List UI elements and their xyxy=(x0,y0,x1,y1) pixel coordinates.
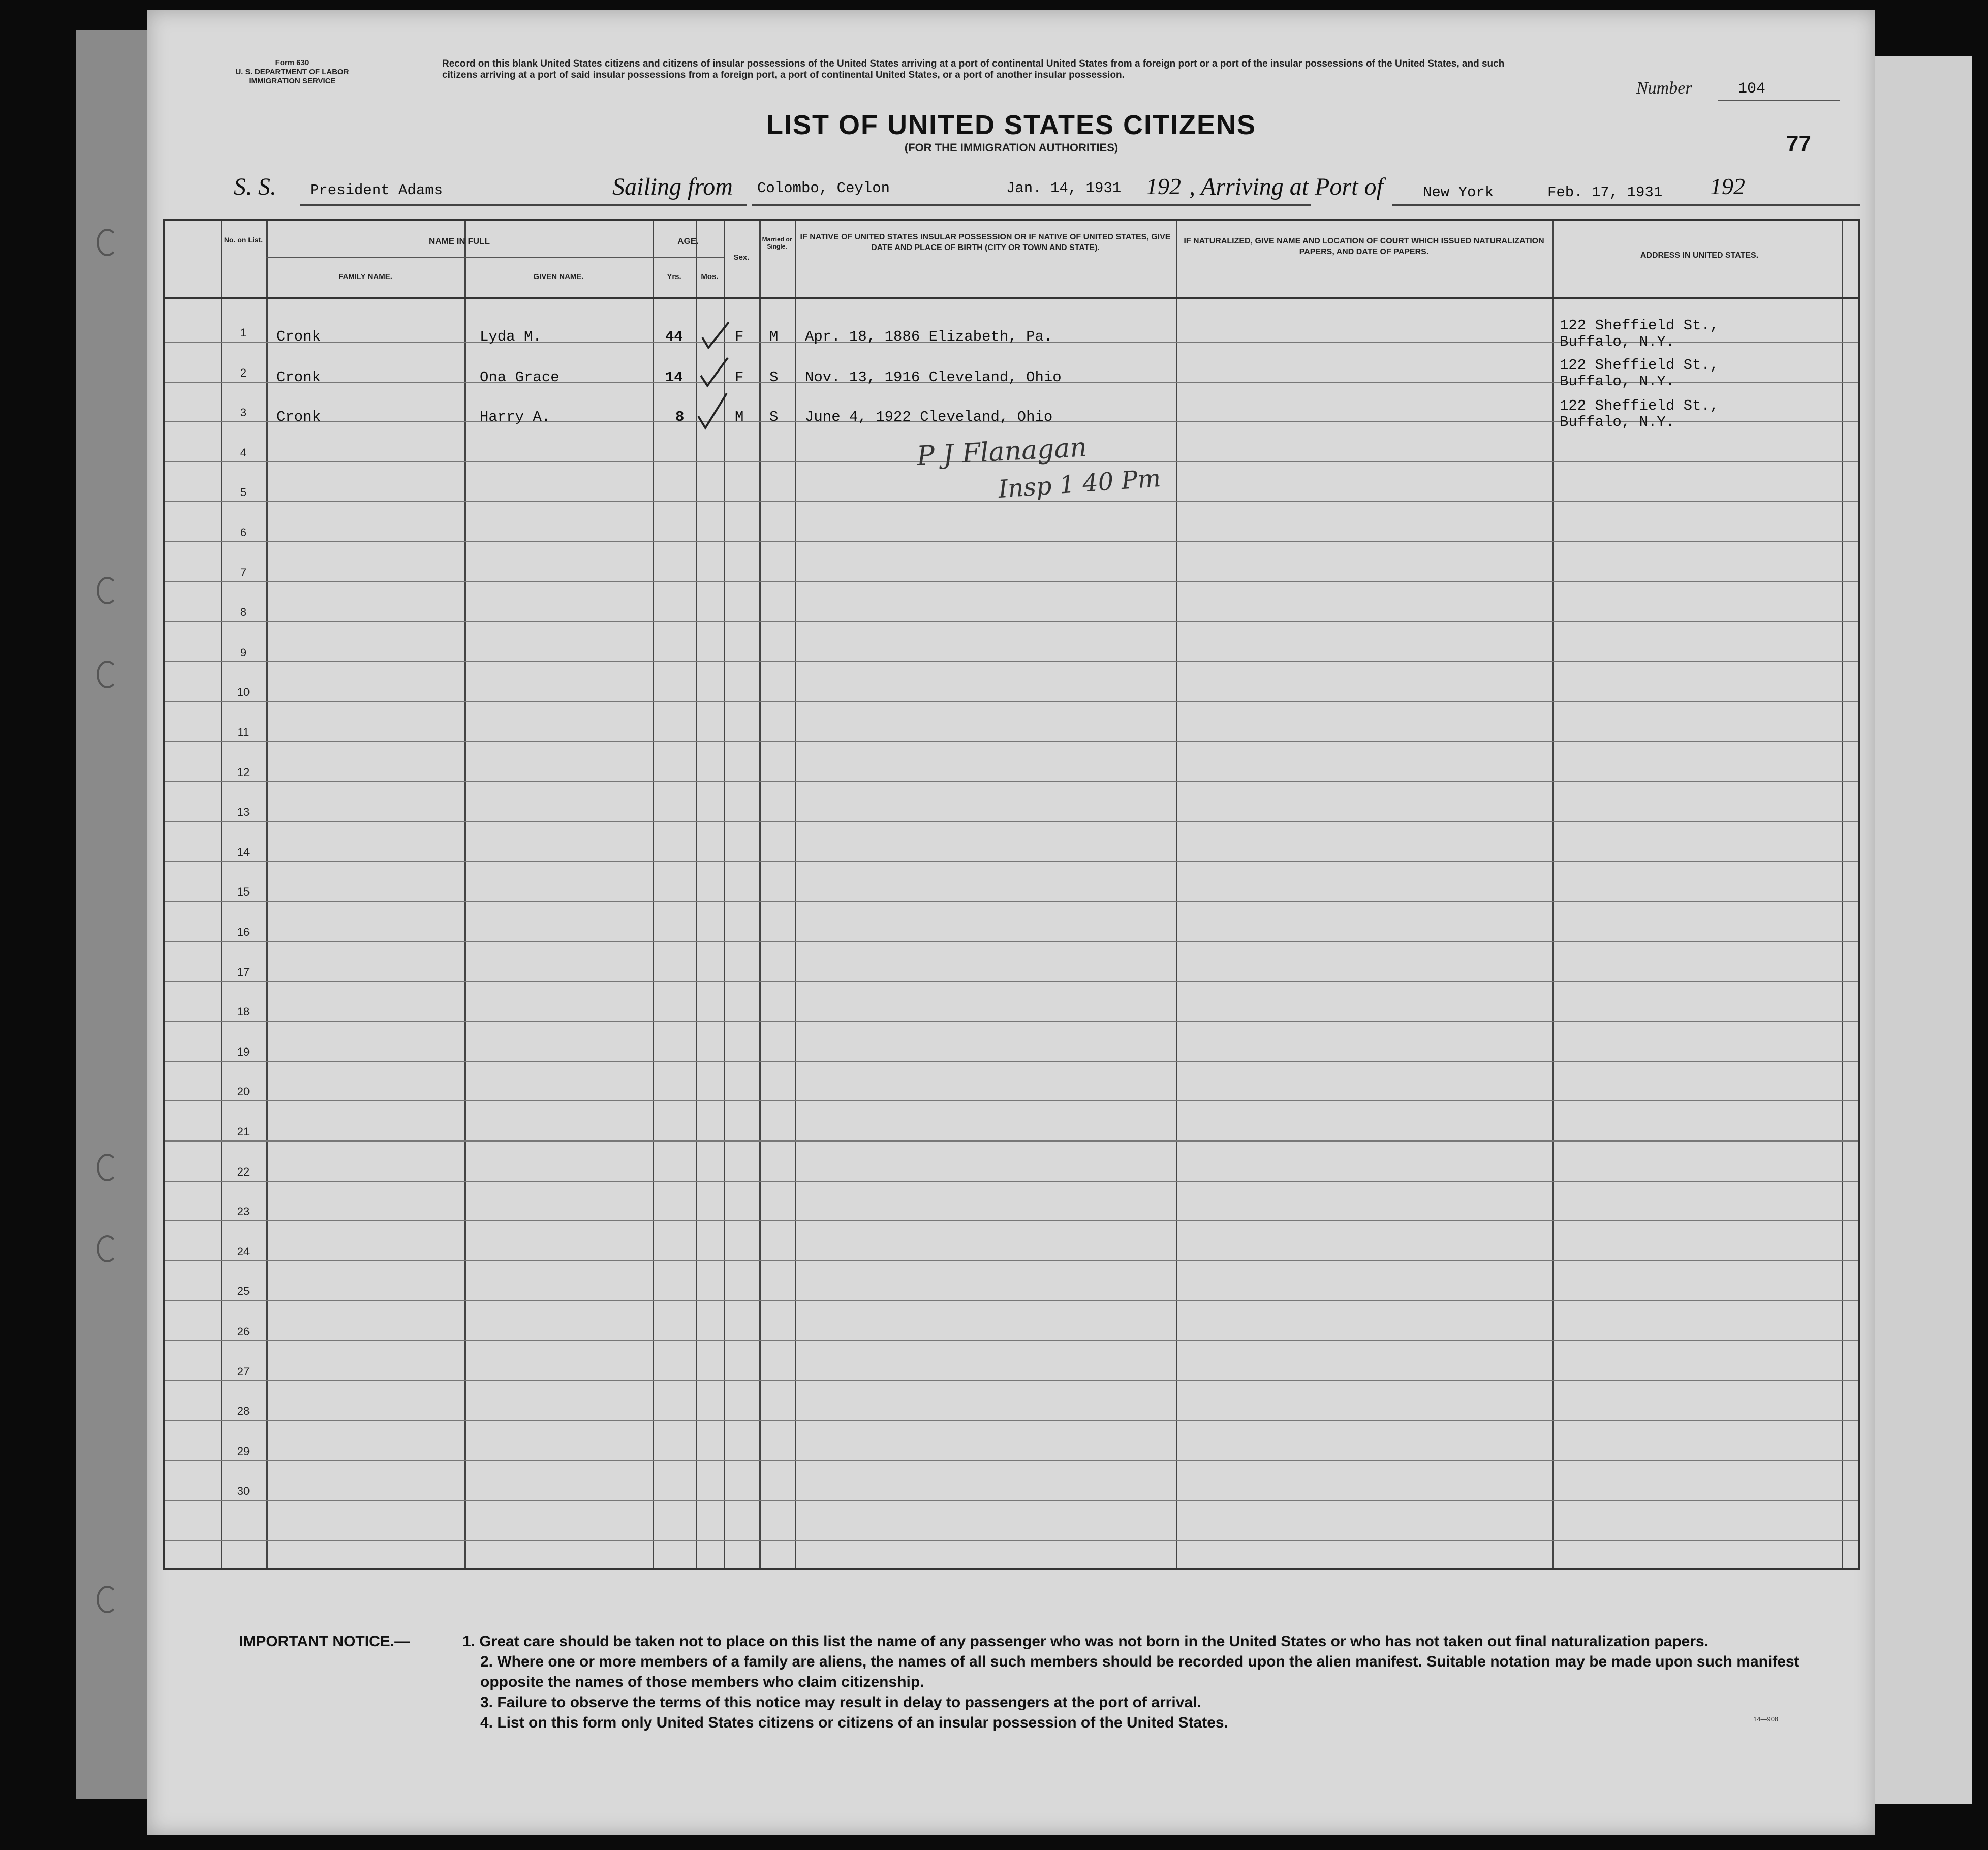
inspector-signature: P J Flanagan xyxy=(916,432,1088,472)
row-number: 13 xyxy=(237,806,250,819)
row-number: 7 xyxy=(240,566,247,579)
row-rule xyxy=(165,1021,1858,1022)
binder-ring-icon xyxy=(97,661,118,688)
col-family-header: FAMILY NAME. xyxy=(338,272,392,281)
number-label: Number xyxy=(1636,79,1692,98)
notice-item-4: 4. List on this form only United States citizens or citizens of an insular possession of the United States. xyxy=(480,1714,1228,1731)
binder-ring-icon xyxy=(97,1154,118,1181)
back-sheet xyxy=(1870,56,1972,1804)
page-title: LIST OF UNITED STATES CITIZENS xyxy=(766,110,1256,140)
family-name: Cronk xyxy=(276,328,321,345)
col-naturalized-header: IF NATURALIZED, GIVE NAME AND LOCATION OF COURT WHICH ISSUED NATURALIZATION PAPERS, AND DATE OF PAPERS. xyxy=(1184,237,1544,256)
row-rule xyxy=(165,1181,1858,1182)
row-rule xyxy=(165,1500,1858,1501)
row-number: 8 xyxy=(240,606,247,619)
year-prefix-1: 192 xyxy=(1146,173,1181,199)
col-divider xyxy=(653,221,654,1568)
form-number: Form 630 xyxy=(275,58,309,67)
row-number: 20 xyxy=(237,1085,250,1098)
family-name: Cronk xyxy=(276,369,321,386)
row-rule xyxy=(165,741,1858,742)
year-prefix-2: 192 xyxy=(1710,173,1745,199)
row-rule xyxy=(165,621,1858,622)
marital-status: S xyxy=(769,409,779,425)
row-number: 9 xyxy=(240,645,247,659)
row-rule xyxy=(165,941,1858,942)
birth-info: Nov. 13, 1916 Cleveland, Ohio xyxy=(805,369,1062,386)
given-name: Harry A. xyxy=(480,409,551,425)
row-number: 21 xyxy=(237,1125,250,1138)
inspector-note: Insp 1 40 Pm xyxy=(997,464,1162,504)
row-rule xyxy=(165,1340,1858,1341)
row-rule xyxy=(165,981,1858,982)
col-name-header: NAME IN FULL xyxy=(429,236,490,246)
notice-item-2: 2. Where one or more members of a family are aliens, the names of all such members should be recorded upon the alien manifest. Suitable notation may be made upon such manifest opposite the names of those members who claim citizenship. xyxy=(480,1653,1799,1690)
binder-ring-icon xyxy=(97,1235,118,1262)
marital-status: M xyxy=(769,328,779,345)
important-notice xyxy=(239,1631,1840,1733)
check-mark xyxy=(702,322,729,348)
col-mos-header: Mos. xyxy=(701,272,719,281)
birth-info: June 4, 1922 Cleveland, Ohio xyxy=(805,409,1053,425)
row-number: 2 xyxy=(240,366,247,379)
row-number: 16 xyxy=(237,926,250,938)
row-rule xyxy=(165,781,1858,782)
check-mark xyxy=(698,393,727,428)
address-line-1: 122 Sheffield St., xyxy=(1560,357,1719,374)
address-line-2: Buffalo, N.Y. xyxy=(1560,333,1675,350)
row-rule xyxy=(165,821,1858,822)
address-line-1: 122 Sheffield St., xyxy=(1560,317,1719,334)
col-no-header: No. on List. xyxy=(224,236,263,244)
row-rule xyxy=(165,1260,1858,1261)
col-divider xyxy=(1176,221,1177,1568)
row-rule xyxy=(165,1540,1858,1541)
col-birth-header: IF NATIVE OF UNITED STATES INSULAR POSSESSION OR IF NATIVE OF UNITED STATES, GIVE DATE AND PLACE OF BIRTH (CITY OR TOWN AND STATE). xyxy=(800,233,1171,252)
birth-info: Apr. 18, 1886 Elizabeth, Pa. xyxy=(805,328,1053,345)
row-rule xyxy=(165,581,1858,582)
record-instructions: Record on this blank United States citizens and citizens of insular possessions of the United States arriving at a port of continental United States from a foreign port or a port of the insular possessions of the United States, and such citizens arriving at a port of said insular possessions from a foreign port, a port of continental United States, or a port of another insular possession. xyxy=(442,58,1505,80)
row-rule xyxy=(165,1220,1858,1221)
row-number: 1 xyxy=(240,326,247,339)
row-number: 6 xyxy=(240,526,247,539)
sailing-from: Colombo, Ceylon xyxy=(757,180,890,197)
col-yrs-header: Yrs. xyxy=(667,272,681,281)
col-divider xyxy=(759,221,761,1568)
number-underline xyxy=(1718,100,1840,101)
row-number: 26 xyxy=(237,1325,250,1338)
row-rule xyxy=(165,541,1858,542)
ship-name: President Adams xyxy=(310,182,443,199)
ss-label: S. S. xyxy=(234,173,276,200)
col-divider xyxy=(266,221,268,1568)
row-rule xyxy=(165,1460,1858,1461)
name-subheader-rule xyxy=(266,257,653,258)
binder-ring-icon xyxy=(97,1586,118,1613)
row-number: 23 xyxy=(237,1205,250,1218)
sex: F xyxy=(735,328,744,345)
page-number: 77 xyxy=(1786,131,1811,156)
given-name: Ona Grace xyxy=(480,369,560,386)
row-rule xyxy=(165,1140,1858,1142)
row-number: 15 xyxy=(237,885,250,899)
notice-lead: IMPORTANT NOTICE.— xyxy=(239,1633,410,1650)
form-header xyxy=(203,58,381,86)
notice-item-3: 3. Failure to observe the terms of this notice may result in delay to passengers at the port of arrival. xyxy=(480,1694,1201,1711)
sex: M xyxy=(735,409,744,425)
row-rule xyxy=(165,1380,1858,1381)
row-rule xyxy=(165,1300,1858,1301)
sail-date: Jan. 14, 1931 xyxy=(1006,180,1122,197)
address-line-2: Buffalo, N.Y. xyxy=(1560,373,1675,390)
row-number: 10 xyxy=(237,686,250,699)
age-subheader-rule xyxy=(653,257,724,258)
age-years: 14 xyxy=(665,369,683,386)
row-number: 5 xyxy=(240,486,247,499)
row-number: 4 xyxy=(240,446,247,459)
row-rule xyxy=(165,701,1858,702)
col-divider xyxy=(795,221,796,1568)
binding-strip xyxy=(76,30,147,1799)
col-sex-header: Sex. xyxy=(733,253,750,262)
col-divider xyxy=(464,221,466,1568)
address-line-1: 122 Sheffield St., xyxy=(1560,397,1719,414)
row-number: 11 xyxy=(237,726,250,738)
manifest-page xyxy=(147,10,1875,1835)
check-marks xyxy=(693,317,749,439)
row-number: 28 xyxy=(237,1405,250,1418)
marital-status: S xyxy=(769,369,779,386)
row-rule xyxy=(165,1420,1858,1421)
arrival-date: Feb. 17, 1931 xyxy=(1547,184,1663,201)
check-mark xyxy=(701,358,728,386)
age-years: 44 xyxy=(665,328,683,345)
binder-ring-icon xyxy=(97,577,118,604)
row-number: 12 xyxy=(237,765,250,779)
row-number: 25 xyxy=(237,1285,250,1298)
col-given-header: GIVEN NAME. xyxy=(533,272,584,281)
row-number: 18 xyxy=(237,1005,250,1019)
row-number: 24 xyxy=(237,1245,250,1258)
sailing-label: Sailing from xyxy=(612,173,733,200)
col-divider xyxy=(221,221,222,1568)
family-name: Cronk xyxy=(276,409,321,425)
row-number: 30 xyxy=(237,1485,250,1498)
address-line-2: Buffalo, N.Y. xyxy=(1560,414,1675,430)
col-address-header: ADDRESS IN UNITED STATES. xyxy=(1640,251,1759,260)
col-divider xyxy=(1842,221,1843,1568)
row-rule xyxy=(165,861,1858,862)
notice-item-1: 1. Great care should be taken not to place on this list the name of any passenger who was not born in the United States or who has not taken out final naturalization papers. xyxy=(462,1633,1709,1650)
header-bottom-rule xyxy=(165,297,1858,299)
col-age-header: AGE. xyxy=(677,236,699,246)
arriving-label: , Arriving at Port of xyxy=(1189,173,1383,200)
row-number: 19 xyxy=(237,1045,250,1058)
row-number: 22 xyxy=(237,1165,250,1178)
arrival-port: New York xyxy=(1423,184,1494,201)
passenger-table xyxy=(163,219,1860,1570)
row-number: 3 xyxy=(240,406,247,419)
row-number: 17 xyxy=(237,965,250,978)
row-rule xyxy=(165,1061,1858,1062)
page-subtitle: (FOR THE IMMIGRATION AUTHORITIES) xyxy=(904,141,1119,154)
col-married-header: Married or Single. xyxy=(762,236,792,250)
row-number: 14 xyxy=(237,845,250,858)
row-number: 29 xyxy=(237,1444,250,1458)
form-code: 14—908 xyxy=(1753,1715,1779,1723)
age-years: 8 xyxy=(675,409,685,425)
row-number: 27 xyxy=(237,1365,250,1378)
department: U. S. DEPARTMENT OF LABOR xyxy=(235,68,349,76)
given-name: Lyda M. xyxy=(480,328,542,345)
row-rule xyxy=(165,661,1858,662)
sex: F xyxy=(735,369,744,386)
col-divider xyxy=(1552,221,1554,1568)
service: IMMIGRATION SERVICE xyxy=(248,77,336,85)
binder-ring-icon xyxy=(97,229,118,256)
row-rule xyxy=(165,901,1858,902)
number-value: 104 xyxy=(1738,80,1766,98)
row-rule xyxy=(165,1100,1858,1101)
